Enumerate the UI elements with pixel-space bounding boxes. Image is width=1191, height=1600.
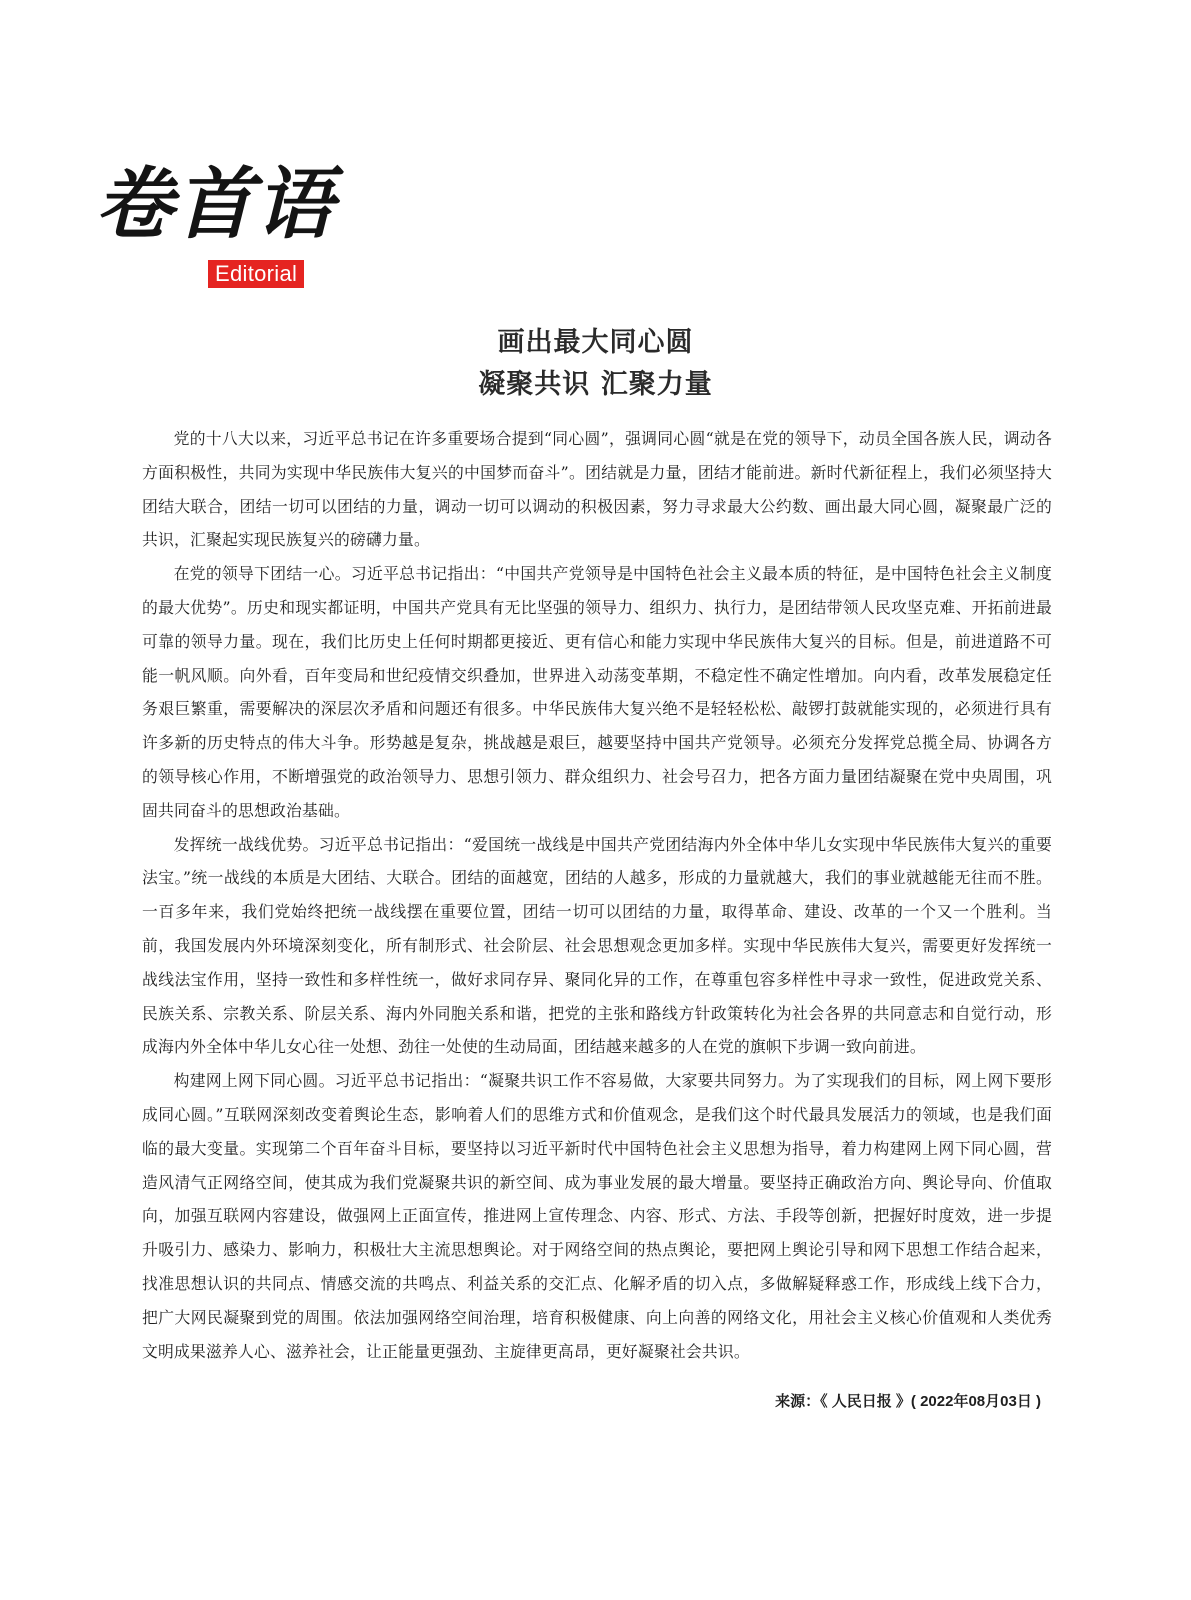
column-title-calligraphy: 卷首语 (95, 159, 336, 250)
article-body (142, 422, 1052, 1368)
article-headline (0, 322, 1191, 406)
headline-line-2: 凝聚共识 汇聚力量 (478, 369, 713, 400)
paragraph-united-front: 发挥统一战线优势。习近平总书记指出：“爱国统一战线是中国共产党团结海内外全体中华儿女实现中华民族伟大复兴的重要法宝。”统一战线的本质是大团结、大联合。团结的面越宽，团结的人越多，形成的力量就越大，我们的事业就越能无往而不胜。一百多年来，我们党始终把统一战线摆在重要位置，团结一切可以团结的力量，取得革命、建设、改革的一个又一个胜利。当前，我国发展内外环境深刻变化，所有制形式、社会阶层、社会思想观念更加多样。实现中华民族伟大复兴，需要更好发挥统一战线法宝作用，坚持一致性和多样性统一，做好求同存异、聚同化异的工作，在尊重包容多样性中寻求一致性，促进政党关系、民族关系、宗教关系、阶层关系、海内外同胞关系和谐，把党的主张和路线方针政策转化为社会各界的共同意志和自觉行动，形成海内外全体中华儿女心往一处想、劲往一处使的生动局面，团结越来越多的人在党的旗帜下步调一致向前进。 (142, 834, 1052, 1057)
paragraph-intro: 党的十八大以来，习近平总书记在许多重要场合提到“同心圆”，强调同心圆“就是在党的领导下，动员全国各族人民，调动各方面积极性，共同为实现中华民族伟大复兴的中国梦而奋斗”。团结就是力量，团结才能前进。新时代新征程上，我们必须坚持大团结大联合，团结一切可以团结的力量，调动一切可以调动的积极因素，努力寻求最大公约数、画出最大同心圆，凝聚最广泛的共识，汇聚起实现民族复兴的磅礴力量。 (142, 429, 1052, 550)
column-masthead (95, 160, 335, 290)
editorial-badge: Editorial (208, 260, 304, 288)
source-citation: 来源：《 人民日报 》( 2022年08月03日 ) (775, 1393, 1041, 1410)
paragraph-online-offline: 构建网上网下同心圆。习近平总书记指出：“凝聚共识工作不容易做，大家要共同努力。为了实现我们的目标，网上网下要形成同心圆。”互联网深刻改变着舆论生态，影响着人们的思维方式和价值观念，是我们这个时代最具发展活力的领域，也是我们面临的最大变量。实现第二个百年奋斗目标，要坚持以习近平新时代中国特色社会主义思想为指导，着力构建网上网下同心圆，营造风清气正网络空间，使其成为我们党凝聚共识的新空间、成为事业发展的最大增量。要坚持正确政治方向、舆论导向、价值取向，加强互联网内容建设，做强网上正面宣传，推进网上宣传理念、内容、形式、方法、手段等创新，把握好时度效，进一步提升吸引力、感染力、影响力，积极壮大主流思想舆论。对于网络空间的热点舆论，要把网上舆论引导和网下思想工作结合起来，找准思想认识的共同点、情感交流的共鸣点、利益关系的交汇点、化解矛盾的切入点，多做解疑释惑工作，形成线上线下合力，把广大网民凝聚到党的周围。依法加强网络空间治理，培育积极健康、向上向善的网络文化，用社会主义核心价值观和人类优秀文明成果滋养人心、滋养社会，让正能量更强劲、主旋律更高昂，更好凝聚社会共识。 (142, 1071, 1052, 1361)
headline-line-1: 画出最大同心圆 (497, 327, 694, 358)
paragraph-party-leadership: 在党的领导下团结一心。习近平总书记指出：“中国共产党领导是中国特色社会主义最本质的特征，是中国特色社会主义制度的最大优势”。历史和现实都证明，中国共产党具有无比坚强的领导力、组织力、执行力，是团结带领人民攻坚克难、开拓前进最可靠的领导力量。现在，我们比历史上任何时期都更接近、更有信心和能力实现中华民族伟大复兴的目标。但是，前进道路不可能一帆风顺。向外看，百年变局和世纪疫情交织叠加，世界进入动荡变革期，不稳定性不确定性增加。向内看，改革发展稳定任务艰巨繁重，需要解决的深层次矛盾和问题还有很多。中华民族伟大复兴绝不是轻轻松松、敲锣打鼓就能实现的，必须进行具有许多新的历史特点的伟大斗争。形势越是复杂，挑战越是艰巨，越要坚持中国共产党领导。必须充分发挥党总揽全局、协调各方的领导核心作用，不断增强党的政治领导力、思想引领力、群众组织力、社会号召力，把各方面力量团结凝聚在党中央周围，巩固共同奋斗的思想政治基础。 (142, 564, 1052, 820)
